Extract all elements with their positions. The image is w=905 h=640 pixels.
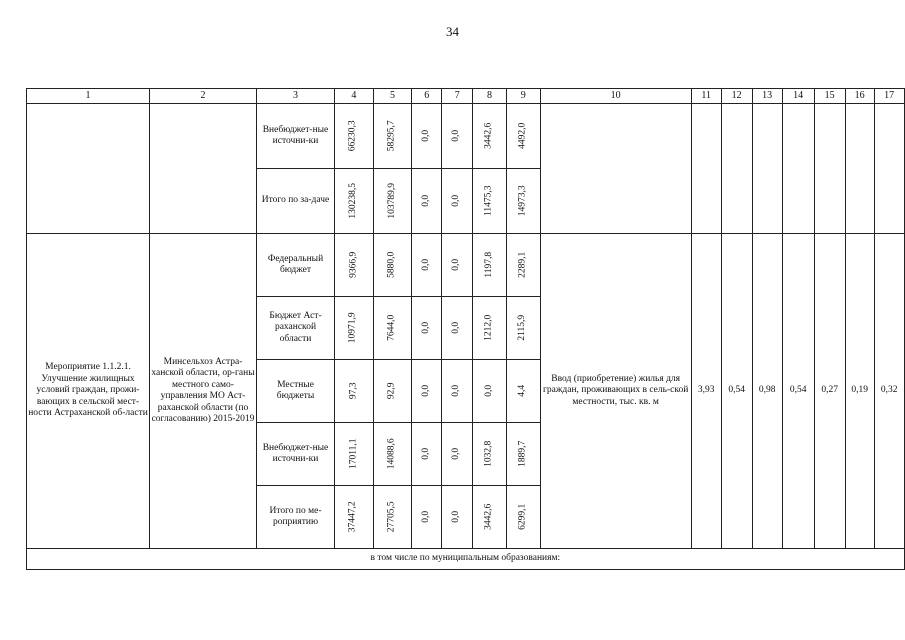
value-cell: 0,0	[442, 423, 473, 486]
value-cell: 0,0	[412, 360, 442, 423]
value-cell: 27705,5	[373, 486, 412, 549]
value-cell: 58295,7	[373, 104, 412, 169]
col-header: 17	[874, 89, 904, 104]
summary-row	[27, 549, 905, 570]
value-cell: 92,9	[373, 360, 412, 423]
empty-cell	[150, 104, 257, 234]
value-cell: 0,0	[412, 104, 442, 169]
indicator-value: 0,54	[782, 234, 814, 549]
col-header: 7	[442, 89, 473, 104]
measure-executor: Минсельхоз Астра-ханской области, ор-ганы местного само-управления МО Аст-раханской области (по согласованию) 2015-2019	[150, 234, 257, 549]
col-header: 9	[506, 89, 540, 104]
col-header: 4	[335, 89, 374, 104]
measure-name: Мероприятие 1.1.2.1. Улучшение жилищных условий граждан, прожи-вающих в сельской мест-ности Астраханской об-ласти	[27, 234, 150, 549]
value-cell: 1032,8	[473, 423, 507, 486]
value-cell: 4,4	[506, 360, 540, 423]
value-cell: 3442,6	[473, 104, 507, 169]
value-cell: 1212,0	[473, 297, 507, 360]
value-cell: 9366,9	[335, 234, 374, 297]
budget-table	[26, 88, 905, 570]
col-header: 14	[782, 89, 814, 104]
empty-cell	[782, 104, 814, 234]
value-cell: 1889,7	[506, 423, 540, 486]
col-header: 11	[691, 89, 721, 104]
empty-cell	[721, 104, 752, 234]
value-cell: 0,0	[442, 297, 473, 360]
source-cell: Итого по за-даче	[257, 169, 335, 234]
summary-text: в том числе по муниципальным образованиям:	[27, 549, 905, 570]
value-cell: 2289,1	[506, 234, 540, 297]
value-cell: 2115,9	[506, 297, 540, 360]
value-cell: 10971,9	[335, 297, 374, 360]
source-cell: Внебюджет-ные источни-ки	[257, 423, 335, 486]
col-header: 13	[752, 89, 782, 104]
value-cell: 103789,9	[373, 169, 412, 234]
empty-cell	[845, 104, 874, 234]
indicator-value: 0,98	[752, 234, 782, 549]
col-header: 8	[473, 89, 507, 104]
value-cell: 6299,1	[506, 486, 540, 549]
empty-cell	[27, 104, 150, 234]
col-header: 6	[412, 89, 442, 104]
col-header: 1	[27, 89, 150, 104]
value-cell: 0,0	[412, 423, 442, 486]
col-header: 10	[540, 89, 691, 104]
value-cell: 5880,0	[373, 234, 412, 297]
value-cell: 0,0	[442, 234, 473, 297]
value-cell: 130238,5	[335, 169, 374, 234]
col-header: 15	[814, 89, 845, 104]
header-row	[27, 89, 905, 104]
empty-cell	[814, 104, 845, 234]
indicator-value: 0,32	[874, 234, 904, 549]
value-cell: 11475,3	[473, 169, 507, 234]
value-cell: 0,0	[442, 486, 473, 549]
value-cell: 0,0	[473, 360, 507, 423]
value-cell: 0,0	[412, 234, 442, 297]
value-cell: 0,0	[412, 486, 442, 549]
col-header: 12	[721, 89, 752, 104]
value-cell: 0,0	[442, 104, 473, 169]
value-cell: 97,3	[335, 360, 374, 423]
value-cell: 0,0	[442, 360, 473, 423]
empty-cell	[752, 104, 782, 234]
value-cell: 0,0	[412, 297, 442, 360]
value-cell: 17011,1	[335, 423, 374, 486]
table-row	[27, 234, 905, 297]
value-cell: 0,0	[442, 169, 473, 234]
value-cell: 14088,6	[373, 423, 412, 486]
empty-cell	[540, 104, 691, 234]
source-cell: Местные бюджеты	[257, 360, 335, 423]
indicator-value: 0,19	[845, 234, 874, 549]
source-cell: Внебюджет-ные источни-ки	[257, 104, 335, 169]
indicator-name: Ввод (приобретение) жилья для граждан, проживающих в сель-ской местности, тыс. кв. м	[540, 234, 691, 549]
col-header: 3	[257, 89, 335, 104]
value-cell: 1197,8	[473, 234, 507, 297]
indicator-value: 0,27	[814, 234, 845, 549]
source-cell: Итого по ме-роприятию	[257, 486, 335, 549]
value-cell: 37447,2	[335, 486, 374, 549]
value-cell: 66230,3	[335, 104, 374, 169]
indicator-value: 0,54	[721, 234, 752, 549]
value-cell: 4492,0	[506, 104, 540, 169]
value-cell: 7644,0	[373, 297, 412, 360]
value-cell: 3442,6	[473, 486, 507, 549]
col-header: 5	[373, 89, 412, 104]
col-header: 2	[150, 89, 257, 104]
indicator-value: 3,93	[691, 234, 721, 549]
empty-cell	[691, 104, 721, 234]
col-header: 16	[845, 89, 874, 104]
source-cell: Федеральный бюджет	[257, 234, 335, 297]
source-cell: Бюджет Аст-раханской области	[257, 297, 335, 360]
value-cell: 14973,3	[506, 169, 540, 234]
page-number: 34	[446, 24, 459, 39]
empty-cell	[874, 104, 904, 234]
value-cell: 0,0	[412, 169, 442, 234]
table-row	[27, 104, 905, 169]
